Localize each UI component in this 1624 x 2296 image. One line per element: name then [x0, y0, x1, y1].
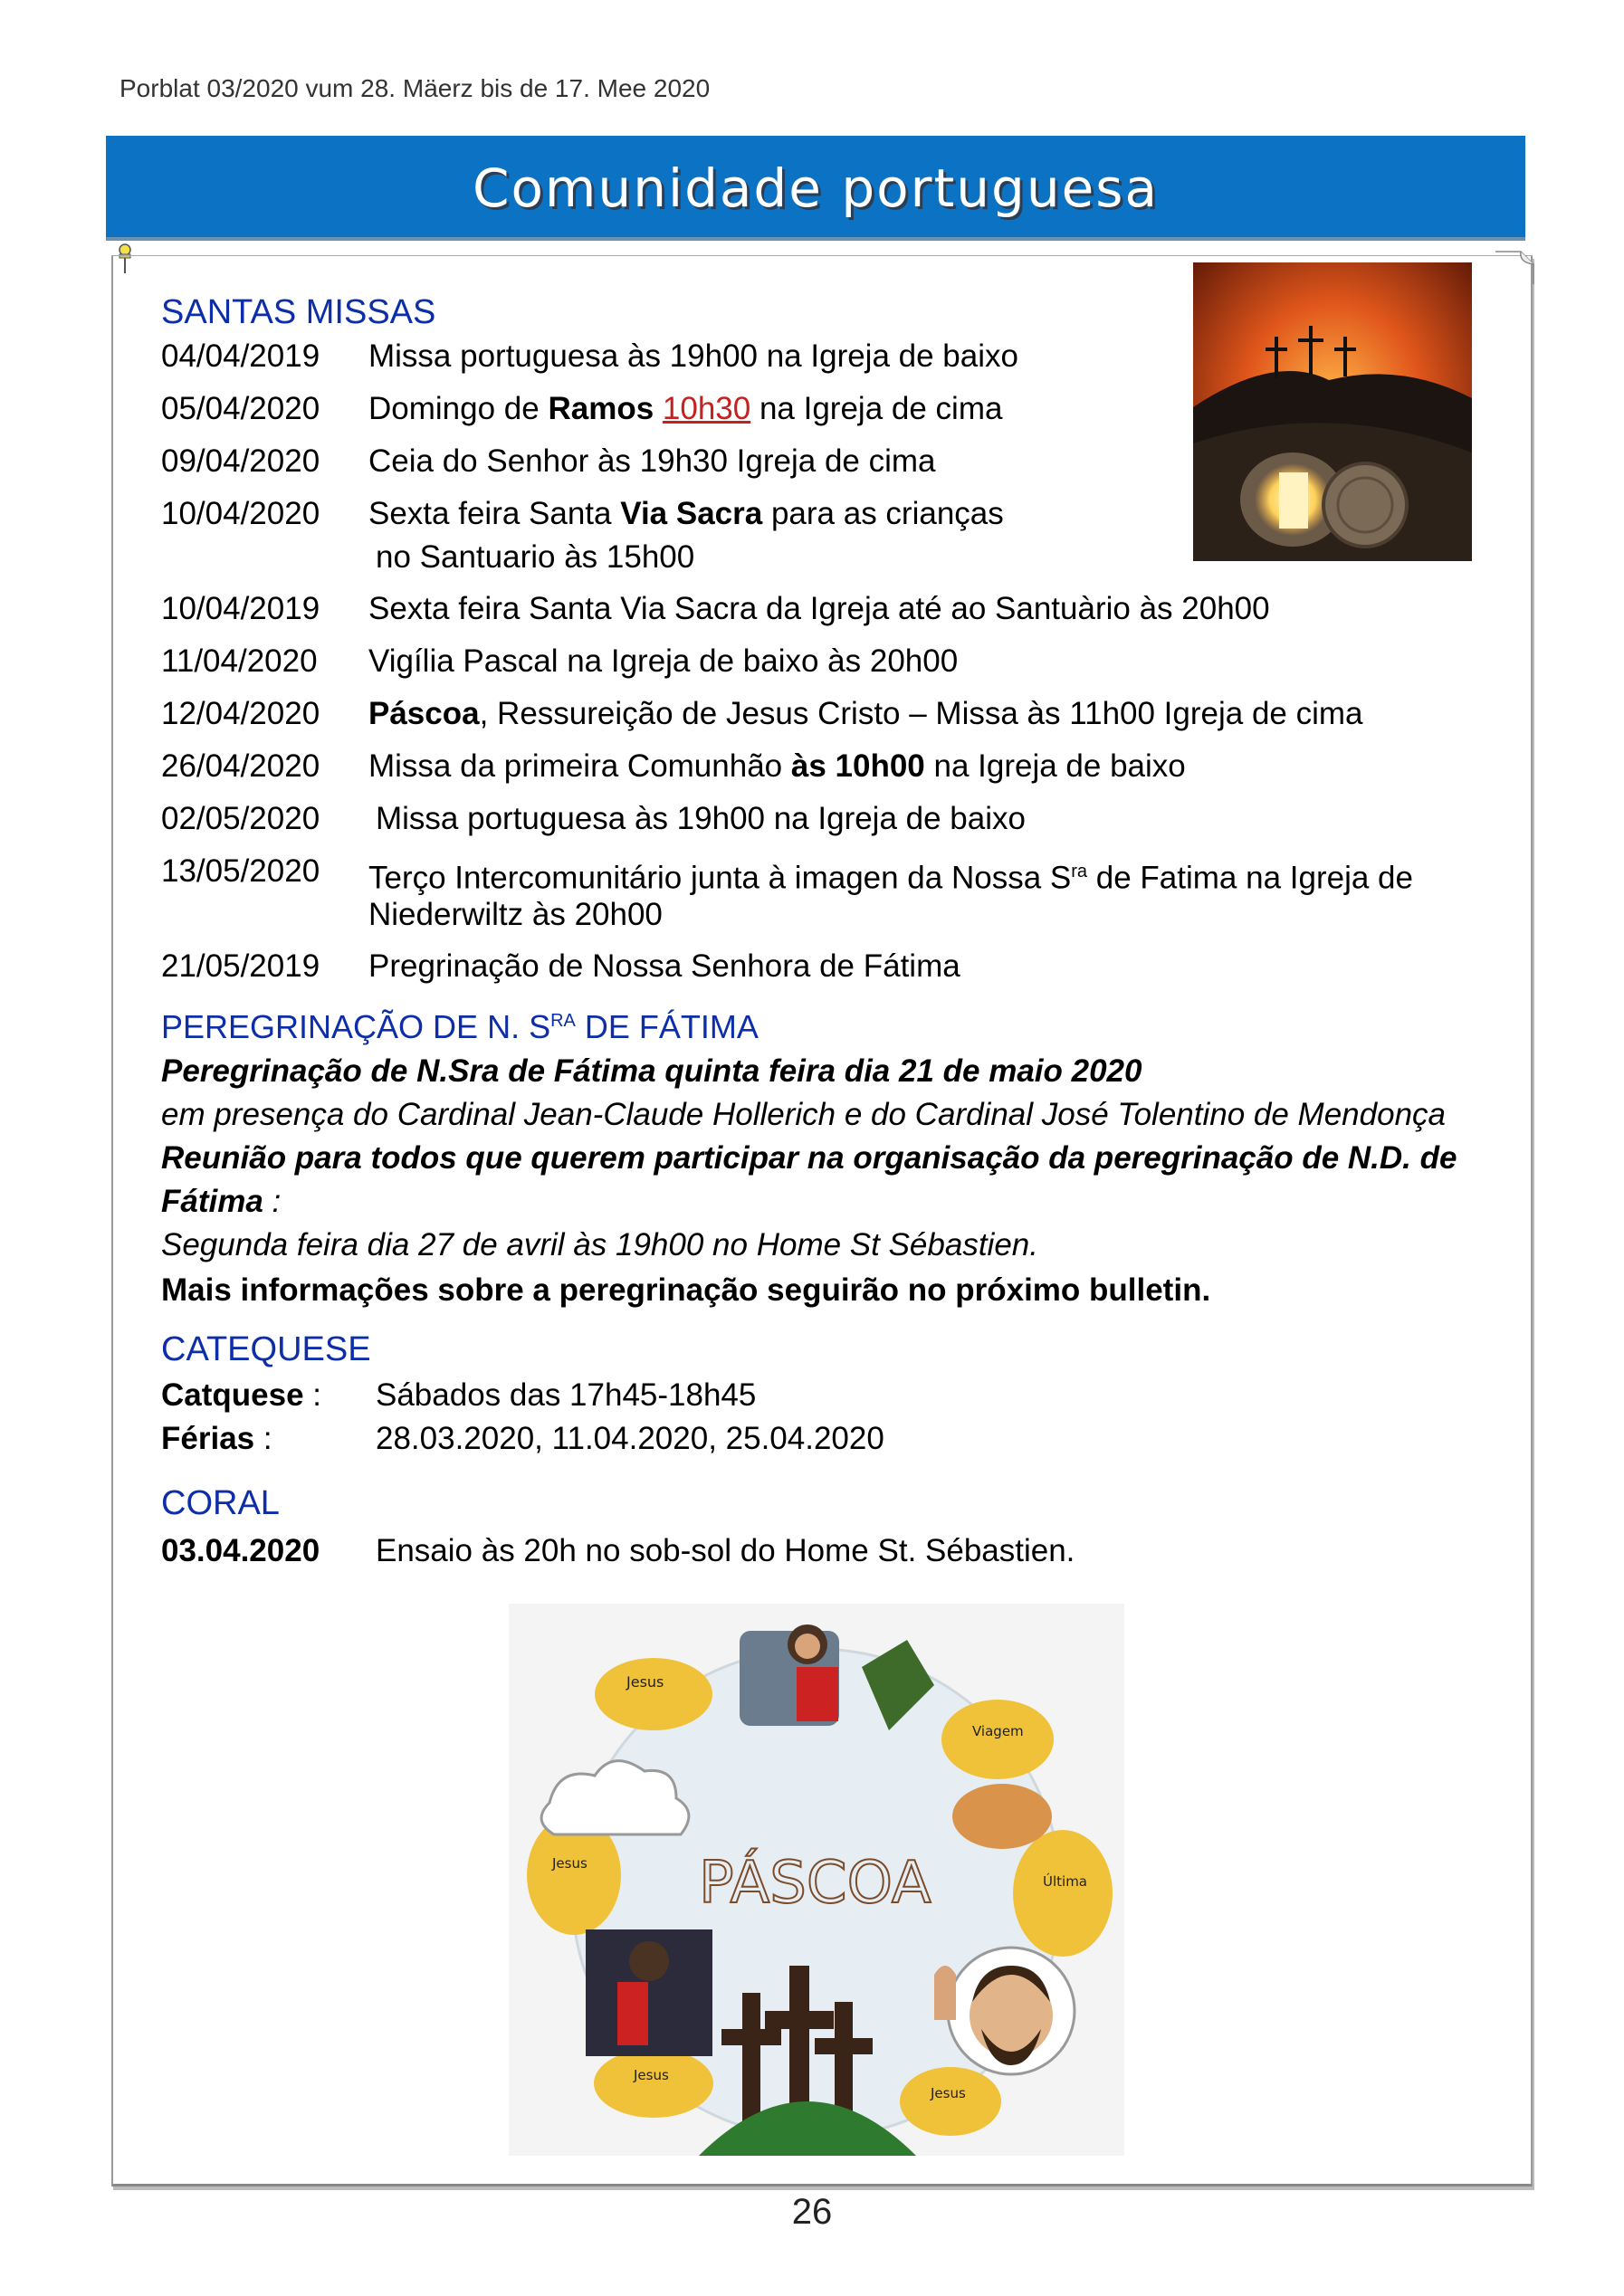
catequese-label: Catquese :	[161, 1377, 322, 1413]
craft-note: Jesus	[931, 2085, 966, 2101]
running-header: Porblat 03/2020 vum 28. Mäerz bis de 17. Mee 2020	[119, 74, 711, 102]
schedule-date: 09/04/2020	[161, 443, 320, 479]
schedule-text: Vigília Pascal na Igreja de baixo às 20h00	[368, 643, 959, 679]
catequese-value: 28.03.2020, 11.04.2020, 25.04.2020	[376, 1421, 884, 1456]
pascoa-craft-image	[509, 1604, 1124, 2156]
coral-text: Ensaio às 20h no sob-sol do Home St. Sébastien.	[376, 1533, 1075, 1568]
schedule-text: Missa portuguesa às 19h00 na Igreja de baixo	[368, 338, 1018, 374]
schedule-date: 04/04/2019	[161, 338, 320, 374]
schedule-date: 12/04/2020	[161, 696, 320, 731]
schedule-date: 10/04/2019	[161, 591, 320, 626]
santas-missas-heading: SANTAS MISSAS	[161, 293, 436, 331]
craft-center-word: PÁSCOA	[699, 1850, 931, 1917]
peregrinacao-meeting-date: Segunda feira dia 27 de avril às 19h00 no Home St Sébastien.	[161, 1227, 1038, 1262]
schedule-date: 11/04/2020	[161, 643, 318, 679]
peregrinacao-meeting-line: Reunião para todos que querem participar na organisação da peregrinação de N.D. de	[161, 1140, 1457, 1176]
craft-note: Viagem	[972, 1723, 1024, 1739]
catequese-value: Sábados das 17h45-18h45	[376, 1377, 757, 1413]
schedule-date: 02/05/2020	[161, 801, 320, 836]
schedule-date: 05/04/2020	[161, 391, 320, 426]
page-curl-icon	[1494, 250, 1535, 286]
schedule-text-continued: Niederwiltz às 20h00	[368, 897, 663, 932]
peregrinacao-more-info: Mais informações sobre a peregrinação seguirão no próximo bulletin.	[161, 1272, 1211, 1308]
schedule-text: Pregrinação de Nossa Senhora de Fátima	[368, 948, 960, 984]
banner-title: Comunidade portuguesa	[472, 157, 1160, 219]
peregrinacao-heading: PEREGRINAÇÃO DE N. $S^{RA}$ DE FÁTIMA	[161, 1008, 759, 1045]
schedule-text: Páscoa, Ressureição de Jesus Cristo – Missa às 11h00 Igreja de cima	[368, 696, 1363, 731]
schedule-text: Sexta feira Santa Via Sacra para as crianças	[368, 496, 1004, 531]
schedule-text: Missa da primeira Comunhão às 10h00 na Igreja de baixo	[368, 748, 1186, 784]
schedule-date: 26/04/2020	[161, 748, 320, 784]
page-number: 26	[791, 2192, 833, 2232]
schedule-text: Terço Intercomunitário junta à imagen da Nossa $S^{ra}$ de Fatima na Igreja de	[368, 860, 1413, 896]
peregrinacao-date-line: Peregrinação de N.Sra de Fátima quinta feira dia 21 de maio 2020	[161, 1053, 1142, 1089]
coral-date: 03.04.2020	[161, 1533, 320, 1568]
craft-note: Jesus	[552, 1855, 588, 1872]
title-banner	[106, 136, 1525, 241]
catequese-label: Férias :	[161, 1421, 272, 1456]
schedule-text: Sexta feira Santa Via Sacra da Igreja até ao Santuàrio às 20h00	[368, 591, 1270, 626]
schedule-date: 21/05/2019	[161, 948, 320, 984]
time-highlight: 10h30	[662, 391, 751, 426]
craft-note: Jesus	[626, 1673, 664, 1691]
schedule-text: Missa portuguesa às 19h00 na Igreja de baixo	[376, 801, 1026, 836]
craft-note: Jesus	[634, 2067, 669, 2083]
peregrinacao-meeting-line-2: Fátima :	[161, 1184, 282, 1219]
coral-heading: CORAL	[161, 1484, 280, 1522]
schedule-date: 13/05/2020	[161, 853, 320, 889]
peregrinacao-presence-line: em presença do Cardinal Jean-Claude Hollerich e do Cardinal José Tolentino de Mendonça	[161, 1097, 1447, 1132]
catequese-heading: CATEQUESE	[161, 1330, 371, 1368]
schedule-text: Ceia do Senhor às 19h30 Igreja de cima	[368, 443, 936, 479]
schedule-text: Domingo de Ramos 10h30 na Igreja de cima	[368, 391, 1003, 426]
schedule-text-continued: no Santuario às 15h00	[376, 539, 695, 575]
schedule-date: 10/04/2020	[161, 496, 320, 531]
craft-note: Última	[1043, 1873, 1087, 1890]
